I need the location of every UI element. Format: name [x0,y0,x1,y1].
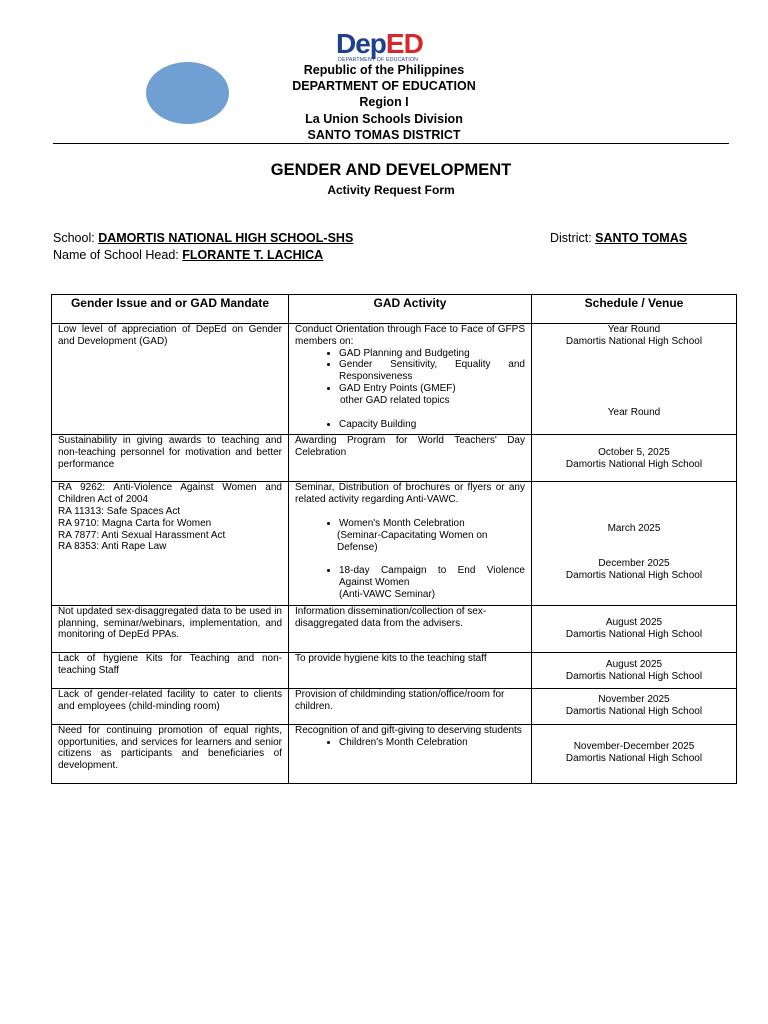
venue-text: Damortis National High School [565,628,703,640]
letterhead-line-country: Republic of the Philippines [303,63,465,77]
school-head-label: Name of School Head: [53,248,179,262]
schedule-text: March 2025 [607,523,661,535]
venue-text: Damortis National High School [565,459,703,471]
activity-list [295,518,525,530]
table-header-row [52,295,737,324]
list-item: • GAD Planning and Budgeting [339,348,525,360]
activity-cell [289,324,532,435]
venue-text: Damortis National High School [565,705,703,717]
header-gender-issue: Gender Issue and or GAD Mandate [52,295,289,324]
issue-cell: Low level of appreciation of DepEd on Gender and Development (GAD) [52,324,289,435]
letterhead-line-department: DEPARTMENT OF EDUCATION [292,79,476,94]
gad-activity-table [51,294,737,784]
form-title: GENDER AND DEVELOPMENT [270,161,512,179]
list-item: • GAD Entry Points (GMEF) [339,383,525,395]
activity-intro: Recognition of and gift-giving to deserving students [295,724,522,736]
list-item: • 18-day Campaign to End Violence Against Women [339,565,525,589]
schedule-text: December 2025 [598,558,670,570]
table-row [52,724,737,783]
header-schedule-venue: Schedule / Venue [532,295,737,324]
table-row [52,652,737,688]
schedule-text: November 2025 [598,693,670,705]
activity-cell: Awarding Program for World Teachers' Day Celebration [289,435,532,482]
schedule-cell [532,724,737,783]
table-row [52,435,737,482]
district-line [550,231,687,245]
schedule-cell [532,482,737,605]
issue-line: RA 11313: Safe Spaces Act [58,505,181,517]
issue-line: RA 9710: Magna Carta for Women [58,517,212,529]
school-value: DAMORTIS NATIONAL HIGH SCHOOL-SHS [98,231,354,245]
activity-note: (Seminar-Capacitating Women on Defense) [337,529,488,553]
list-item: • Women's Month Celebration [339,518,525,530]
district-label: District: [550,231,592,245]
issue-cell: Sustainability in giving awards to teaching and non-teaching personnel for motivation and better performance [52,435,289,482]
activity-cell: To provide hygiene kits to the teaching staff [289,652,532,688]
form-subtitle: Activity Request Form [327,183,455,197]
table-row [52,324,737,435]
deped-logo-word: DepED [336,28,423,59]
letterhead [0,62,768,143]
table-row [52,605,737,652]
schedule-text: Year Round [607,406,661,418]
issue-cell: Need for continuing promotion of equal rights, opportunities, and services for learners and senior citizens as participants and beneficiaries of development. [52,724,289,783]
deped-logo-subtext: DEPARTMENT OF EDUCATION [338,57,419,63]
issue-cell: Lack of hygiene Kits for Teaching and non-teaching Staff [52,652,289,688]
schedule-text: October 5, 2025 [598,447,670,459]
issue-cell: Not updated sex-disaggregated data to be used in planning, seminar/webinars, implementation, and monitoring of DepEd PPAs. [52,605,289,652]
letterhead-line-district: SANTO TOMAS DISTRICT [307,127,461,142]
letterhead-line-region: Region I [359,95,409,110]
school-head-value: FLORANTE T. LACHICA [182,248,324,262]
schedule-text: November-December 2025 [573,740,695,752]
activity-cell: Provision of childminding station/office/room for children. [289,688,532,724]
activity-cell [289,724,532,783]
school-head-line [53,248,323,262]
activity-list [295,737,525,749]
issue-cell [52,482,289,605]
schedule-cell [532,688,737,724]
issue-line: RA 9262: Anti-Violence Against Women and Children Act of 2004 [58,482,282,506]
school-line [53,231,353,245]
list-item: • Capacity Building [339,419,525,431]
activity-list [295,348,525,395]
issue-cell: Lack of gender-related facility to cater to clients and employees (child-minding room) [52,688,289,724]
header-gad-activity: GAD Activity [289,295,532,324]
issue-line: RA 7877: Anti Sexual Harassment Act [58,529,226,541]
venue-text: Damortis National High School [565,752,703,764]
schedule-cell [532,435,737,482]
schedule-cell [532,324,737,435]
activity-list [295,565,525,589]
header-divider [53,143,729,144]
list-item: • Gender Sensitivity, Equality and Responsiveness [339,359,525,383]
activity-cell: Information dissemination/collection of sex-disaggregated data from the advisers. [289,605,532,652]
activity-note: (Anti-VAWC Seminar) [339,588,436,600]
venue-text: Damortis National High School [565,569,703,581]
schedule-cell [532,605,737,652]
letterhead-line-division: La Union Schools Division [305,111,463,126]
district-value: SANTO TOMAS [595,231,688,245]
activity-list [295,419,525,431]
activity-note: other GAD related topics [340,394,450,406]
schedule-text: August 2025 [605,616,663,628]
venue-text: Damortis National High School [565,335,703,347]
school-label: School: [53,231,95,245]
table-row [52,688,737,724]
schedule-text: Year Round [607,324,661,335]
activity-intro: Conduct Orientation through Face to Face of GFPS members on: [295,324,525,347]
issue-line: RA 8353: Anti Rape Law [58,541,167,553]
activity-intro: Seminar, Distribution of brochures or flyers or any related activity regarding Anti-VAWC. [295,482,525,506]
list-item: • Children's Month Celebration [339,737,525,749]
table-row [52,482,737,605]
activity-cell [289,482,532,605]
schedule-text: August 2025 [605,658,663,670]
deped-logo [336,30,448,66]
venue-text: Damortis National High School [565,670,703,682]
schedule-cell [532,652,737,688]
